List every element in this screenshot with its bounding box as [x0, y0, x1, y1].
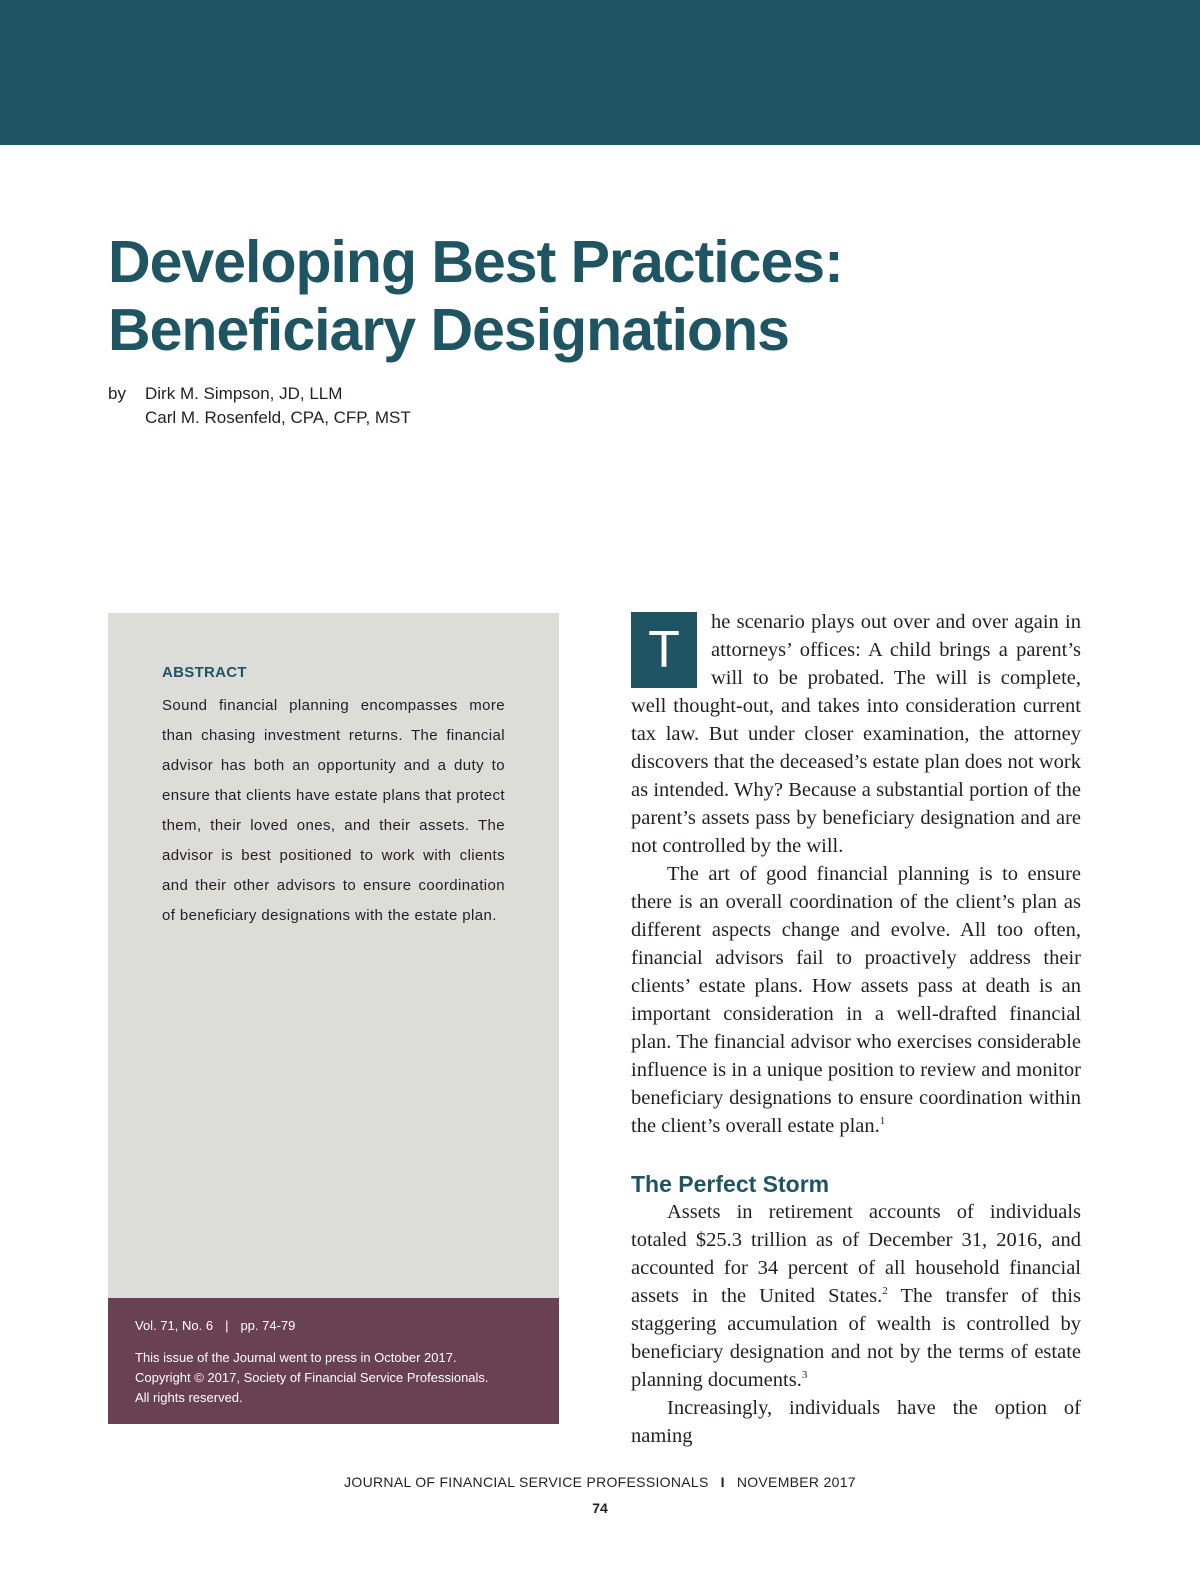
by-label: by	[108, 384, 126, 403]
author-1: Dirk M. Simpson, JD, LLM	[145, 384, 343, 403]
paragraph-1-text: he scenario plays out over and over again in attorneys’ offices: A child brings a parent’s will to be probated. The will is complete, well thought-out, and takes into consideration current tax law. But under closer examination, the attorney discovers that the deceased’s estate plan does not work as intended. Why? Because a substantial portion of the parent’s assets pass by beneficiary designation and are not controlled by the will.	[631, 611, 1081, 857]
paragraph-2	[631, 860, 1081, 1140]
author-list	[145, 382, 411, 430]
volume-line	[135, 1318, 295, 1333]
copyright-note: Copyright © 2017, Society of Financial Service Professionals.	[135, 1370, 489, 1385]
journal-name: JOURNAL OF FINANCIAL SERVICE PROFESSIONALS	[344, 1474, 709, 1490]
volume-separator: |	[225, 1318, 229, 1333]
author-2: Carl M. Rosenfeld, CPA, CFP, MST	[145, 408, 411, 427]
title-line-2: Beneficiary Designations	[108, 297, 789, 363]
header-band	[0, 0, 1200, 145]
title-line-1: Developing Best Practices:	[108, 229, 843, 295]
article-title	[108, 228, 1008, 364]
press-date-note: This issue of the Journal went to press in October 2017.	[135, 1350, 457, 1365]
paragraph-3-text-a: Assets in retirement accounts of individuals totaled $25.3 trillion as of December 31, 2016, and accounted for 34 percent of all household financial assets in the United States.	[631, 1201, 1081, 1307]
drop-cap: T	[631, 612, 697, 688]
paragraph-3	[631, 1198, 1081, 1394]
article-body	[631, 608, 1081, 1450]
footnote-ref-3: 3	[801, 1369, 808, 1381]
paragraph-2-text: The art of good financial planning is to ensure there is an overall coordination of the client’s plan as different aspects change and evolve. All too often, financial advisors fail to proactively address their clients’ estate plans. How assets pass at death is an important consideration in a well-drafted financial plan. The financial advisor who exercises considerable influence is in a unique position to review and monitor beneficiary designations to ensure coordination within the client’s overall estate plan.	[631, 863, 1081, 1137]
page-range: pp. 74-79	[240, 1318, 296, 1333]
page-footer	[0, 1474, 1200, 1490]
abstract-text: Sound financial planning encompasses more than chasing investment returns. The financial advisor has both an opportunity and a duty to ensure that clients have estate plans that protect them, their loved ones, and their assets. The advisor is best positioned to work with clients and their other advisors to ensure coordination of beneficiary designations with the estate plan.	[162, 697, 505, 924]
issue-date: NOVEMBER 2017	[736, 1474, 856, 1490]
paragraph-1	[631, 608, 1081, 860]
abstract-box	[108, 613, 559, 1298]
publication-info-box	[108, 1298, 559, 1424]
paragraph-4: Increasingly, individuals have the option of naming	[631, 1397, 1081, 1447]
page-number: 74	[592, 1500, 608, 1516]
footnote-ref-2: 2	[882, 1285, 888, 1297]
rights-note: All rights reserved.	[135, 1390, 243, 1405]
abstract-heading: ABSTRACT	[162, 664, 247, 681]
footnote-ref-1: 1	[879, 1115, 886, 1127]
section-heading: The Perfect Storm	[631, 1171, 830, 1197]
press-note	[135, 1348, 545, 1408]
paragraph-3-text-b: The transfer of this staggering accumulation of wealth is controlled by beneficiary designation and not by the terms of estate planning documents.	[631, 1285, 1081, 1391]
volume-number: Vol. 71, No. 6	[135, 1318, 214, 1333]
footer-separator: I	[720, 1474, 725, 1490]
